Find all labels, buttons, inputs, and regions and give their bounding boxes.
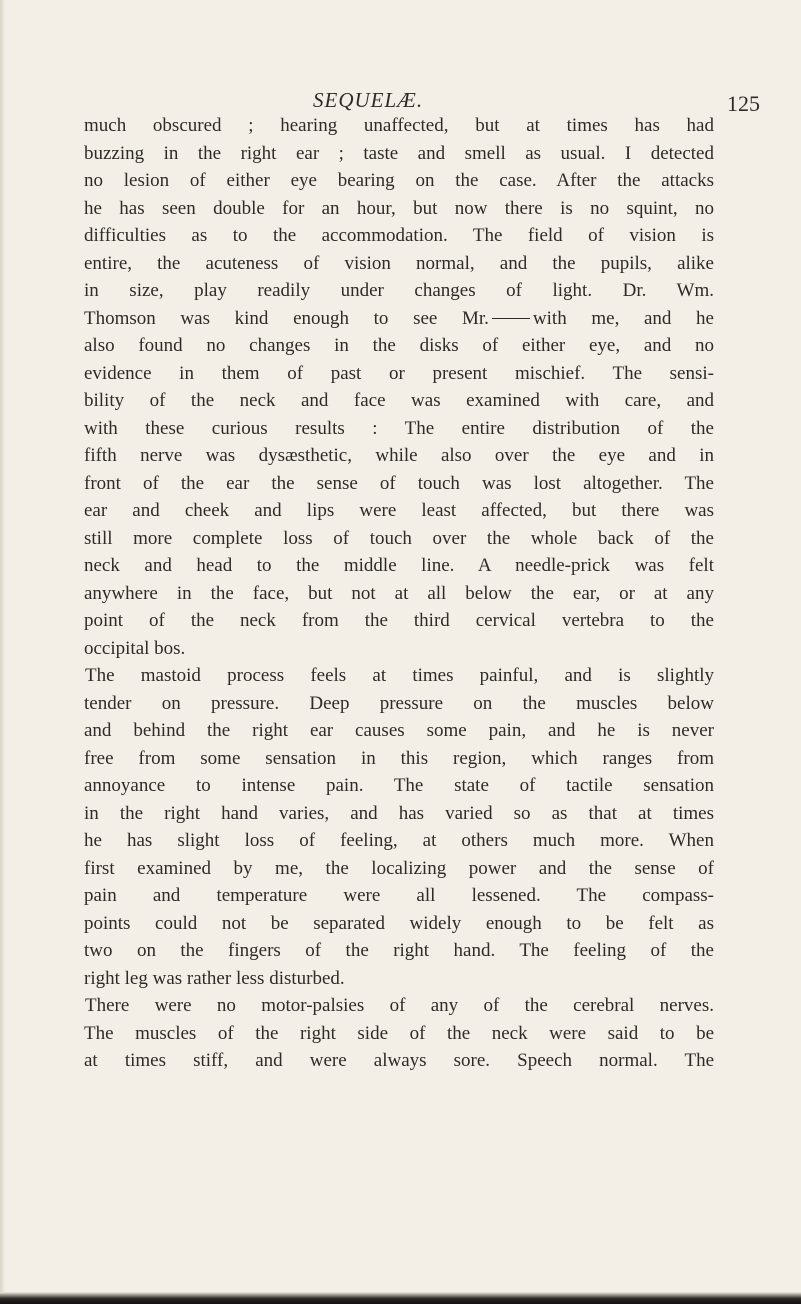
scan-bottom-edge [0, 1292, 801, 1304]
page-number: 125 [727, 91, 760, 116]
text-line: occipital bos. [84, 637, 186, 659]
text-line: and behind the right ear causes some pain, and he is never [84, 720, 714, 741]
text-line: two on the fingers of the right hand. The feeling of the [84, 940, 714, 961]
thomson-line-start: Thomson was kind enough to see Mr. [84, 307, 489, 329]
text-line: pain and temperature were all lessened. The compass- [84, 885, 714, 906]
text-line: evidence in them of past or present mischief. The sensi- [84, 362, 714, 384]
text-line: The mastoid process feels at times painful, and is slightly [85, 665, 714, 686]
text-line: right leg was rather less disturbed. [84, 967, 345, 989]
body-text [84, 112, 714, 1075]
text-line: entire, the acuteness of vision normal, and the pupils, alike [84, 252, 714, 274]
text-line-thomson [84, 305, 714, 333]
text-line: neck and head to the middle line. A needle-prick was felt [84, 555, 714, 576]
text-line: still more complete loss of touch over the whole back of the [84, 527, 714, 549]
text-line: at times stiff, and were always sore. Speech normal. The [84, 1050, 714, 1071]
text-line: in the right hand varies, and has varied so as that at times [84, 802, 714, 824]
text-line: anywhere in the face, but not at all below the ear, or at any [84, 582, 714, 604]
running-head-title: SEQUELÆ. [313, 88, 424, 112]
text-line: fifth nerve was dysæsthetic, while also over the eye and in [84, 445, 714, 466]
page-edge-shadow [0, 0, 5, 1304]
text-line: There were no motor-palsies of any of the cerebral nerves. [85, 995, 714, 1016]
text-line: ear and cheek and lips were least affected, but there was [84, 500, 714, 521]
text-line: front of the ear the sense of touch was lost altogether. The [84, 472, 714, 494]
text-line: in size, play readily under changes of light. Dr. Wm. [84, 280, 714, 301]
text-line: The muscles of the right side of the neck were said to be [84, 1022, 714, 1044]
text-line: with these curious results : The entire distribution of the [84, 417, 714, 439]
name-omitted-dash [492, 318, 530, 319]
text-line: much obscured ; hearing unaffected, but at times has had [84, 115, 714, 136]
text-line: point of the neck from the third cervical vertebra to the [84, 610, 714, 631]
text-line: no lesion of either eye bearing on the case. After the attacks [84, 170, 714, 191]
text-line: difficulties as to the accommodation. The field of vision is [84, 225, 714, 246]
text-line: tender on pressure. Deep pressure on the muscles below [84, 692, 714, 714]
text-line: points could not be separated widely enough to be felt as [84, 912, 714, 934]
text-line: he has seen double for an hour, but now there is no squint, no [84, 197, 714, 219]
text-line: bility of the neck and face was examined with care, and [84, 390, 714, 411]
text-line: free from some sensation in this region, which ranges from [84, 747, 714, 769]
text-line: first examined by me, the localizing power and the sense of [84, 857, 714, 879]
text-line: also found no changes in the disks of either eye, and no [84, 335, 714, 356]
text-line: he has slight loss of feeling, at others much more. When [84, 830, 714, 851]
text-line: annoyance to intense pain. The state of tactile sensation [84, 775, 714, 796]
text-line: buzzing in the right ear ; taste and smell as usual. I detected [84, 142, 714, 164]
thomson-line-end: with me, and he [532, 307, 714, 329]
